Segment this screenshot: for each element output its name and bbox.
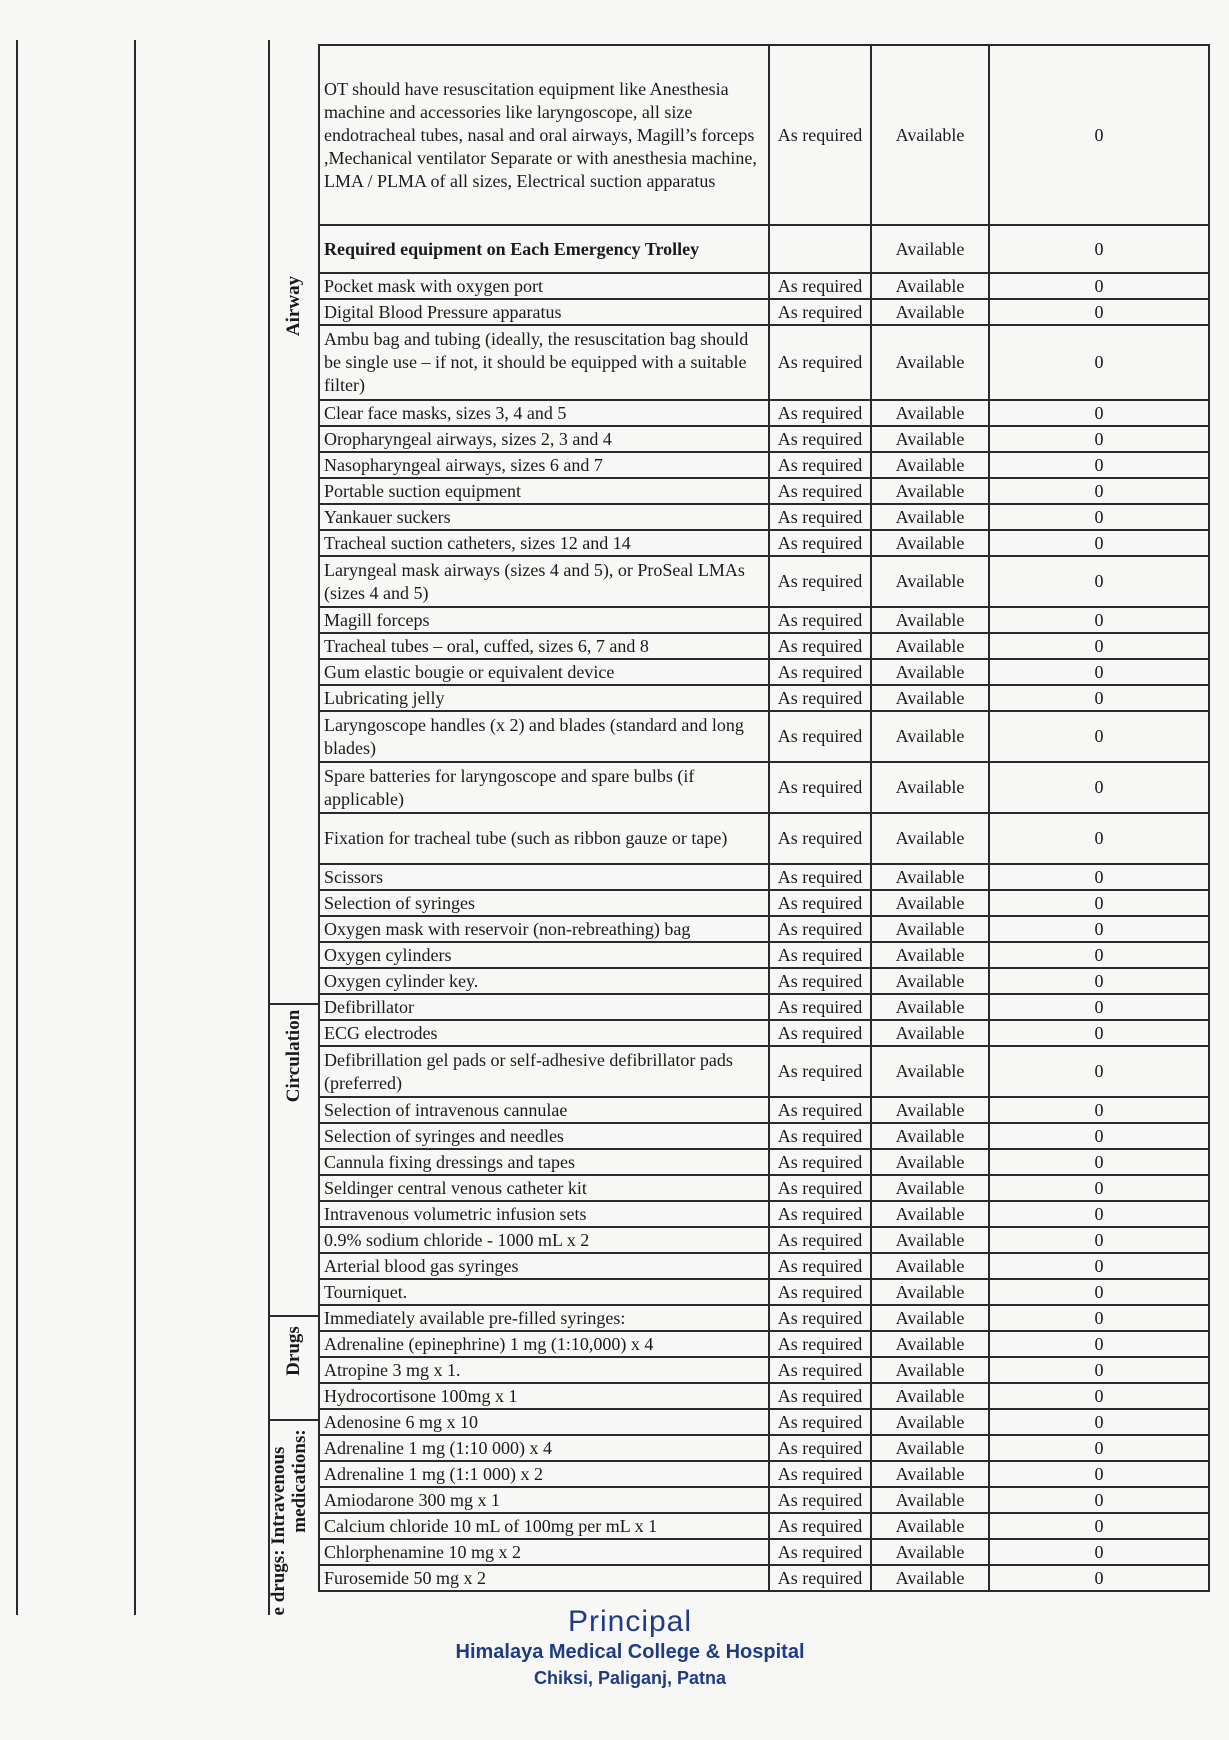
score-cell: 0 (989, 1357, 1209, 1383)
quantity-cell: As required (769, 762, 871, 813)
status-cell: Available (871, 711, 989, 762)
equipment-name-cell: ECG electrodes (319, 1020, 769, 1046)
equipment-name-cell: Oropharyngeal airways, sizes 2, 3 and 4 (319, 426, 769, 452)
quantity-cell: As required (769, 685, 871, 711)
principal-signature-stamp (440, 1605, 820, 1689)
table-row (319, 325, 1209, 400)
status-cell: Available (871, 556, 989, 607)
table-row (319, 1539, 1209, 1565)
score-cell: 0 (989, 1565, 1209, 1591)
equipment-name-cell: Selection of syringes and needles (319, 1123, 769, 1149)
score-cell: 0 (989, 762, 1209, 813)
equipment-name-cell: Magill forceps (319, 607, 769, 633)
quantity-cell: As required (769, 1149, 871, 1175)
score-cell: 0 (989, 556, 1209, 607)
equipment-name-cell: Tracheal tubes – oral, cuffed, sizes 6, 7 and 8 (319, 633, 769, 659)
equipment-name-cell: Furosemide 50 mg x 2 (319, 1565, 769, 1591)
equipment-name-cell: Adrenaline 1 mg (1:10 000) x 4 (319, 1435, 769, 1461)
category-circulation-label: Circulation (283, 1009, 304, 1103)
quantity-cell: As required (769, 530, 871, 556)
score-cell: 0 (989, 1487, 1209, 1513)
score-cell: 0 (989, 1331, 1209, 1357)
table-row (319, 1201, 1209, 1227)
score-cell: 0 (989, 225, 1209, 273)
quantity-cell: As required (769, 994, 871, 1020)
status-cell: Available (871, 813, 989, 864)
table-row (319, 1046, 1209, 1097)
score-cell: 0 (989, 426, 1209, 452)
quantity-cell: As required (769, 1357, 871, 1383)
status-cell: Available (871, 273, 989, 299)
table-row (319, 530, 1209, 556)
score-cell: 0 (989, 711, 1209, 762)
equipment-name-cell: Nasopharyngeal airways, sizes 6 and 7 (319, 452, 769, 478)
table-row (319, 994, 1209, 1020)
left-column-rule (134, 40, 136, 1615)
quantity-cell: As required (769, 299, 871, 325)
score-cell: 0 (989, 1175, 1209, 1201)
equipment-name-cell: Fixation for tracheal tube (such as ribbon gauze or tape) (319, 813, 769, 864)
quantity-cell: As required (769, 711, 871, 762)
equipment-name-cell: Defibrillation gel pads or self-adhesive defibrillator pads (preferred) (319, 1046, 769, 1097)
score-cell: 0 (989, 864, 1209, 890)
status-cell: Available (871, 1435, 989, 1461)
quantity-cell: As required (769, 916, 871, 942)
table-row (319, 400, 1209, 426)
status-cell: Available (871, 659, 989, 685)
equipment-name-cell: Tourniquet. (319, 1279, 769, 1305)
quantity-cell: As required (769, 452, 871, 478)
quantity-cell: As required (769, 1331, 871, 1357)
status-cell: Available (871, 299, 989, 325)
table-row (319, 1020, 1209, 1046)
table-row (319, 762, 1209, 813)
score-cell: 0 (989, 916, 1209, 942)
score-cell: 0 (989, 1383, 1209, 1409)
signature-institution: Himalaya Medical College & Hospital (455, 1641, 805, 1663)
equipment-name-cell: Scissors (319, 864, 769, 890)
status-cell: Available (871, 1513, 989, 1539)
score-cell: 0 (989, 45, 1209, 225)
table-row (319, 1331, 1209, 1357)
table-row (319, 1253, 1209, 1279)
equipment-name-cell: Required equipment on Each Emergency Trolley (319, 225, 769, 273)
quantity-cell: As required (769, 1565, 871, 1591)
quantity-cell: As required (769, 1435, 871, 1461)
table-row (319, 1149, 1209, 1175)
score-cell: 0 (989, 1279, 1209, 1305)
status-cell: Available (871, 1331, 989, 1357)
status-cell: Available (871, 1046, 989, 1097)
score-cell: 0 (989, 1227, 1209, 1253)
status-cell: Available (871, 1539, 989, 1565)
table-row (319, 968, 1209, 994)
status-cell: Available (871, 325, 989, 400)
quantity-cell: As required (769, 1227, 871, 1253)
quantity-cell: As required (769, 659, 871, 685)
table-row (319, 504, 1209, 530)
equipment-name-cell: Adrenaline 1 mg (1:1 000) x 2 (319, 1461, 769, 1487)
table-row (319, 556, 1209, 607)
quantity-cell: As required (769, 1097, 871, 1123)
score-cell: 0 (989, 633, 1209, 659)
status-cell: Available (871, 45, 989, 225)
equipment-name-cell: Gum elastic bougie or equivalent device (319, 659, 769, 685)
equipment-name-cell: 0.9% sodium chloride - 1000 mL x 2 (319, 1227, 769, 1253)
category-drugs-label: Drugs (283, 1326, 304, 1376)
table-row (319, 1357, 1209, 1383)
table-row (319, 864, 1209, 890)
table-row (319, 659, 1209, 685)
score-cell: 0 (989, 1123, 1209, 1149)
table-row (319, 1565, 1209, 1591)
table-row (319, 1461, 1209, 1487)
equipment-name-cell: Laryngeal mask airways (sizes 4 and 5), or ProSeal LMAs (sizes 4 and 5) (319, 556, 769, 607)
score-cell: 0 (989, 1020, 1209, 1046)
score-cell: 0 (989, 325, 1209, 400)
status-cell: Available (871, 942, 989, 968)
table-row (319, 1409, 1209, 1435)
status-cell: Available (871, 685, 989, 711)
score-cell: 0 (989, 1435, 1209, 1461)
status-cell: Available (871, 400, 989, 426)
quantity-cell: As required (769, 45, 871, 225)
equipment-table (318, 44, 1210, 1592)
quantity-cell: As required (769, 1409, 871, 1435)
status-cell: Available (871, 1253, 989, 1279)
quantity-cell: As required (769, 1383, 871, 1409)
quantity-cell: As required (769, 325, 871, 400)
table-row (319, 426, 1209, 452)
status-cell: Available (871, 994, 989, 1020)
score-cell: 0 (989, 452, 1209, 478)
equipment-name-cell: Ambu bag and tubing (ideally, the resuscitation bag should be single use – if not, it should be equipped with a suitable filter) (319, 325, 769, 400)
status-cell: Available (871, 1123, 989, 1149)
status-cell: Available (871, 1409, 989, 1435)
table-row (319, 478, 1209, 504)
category-airway-label: Airway (283, 275, 304, 337)
table-row (319, 225, 1209, 273)
score-cell: 0 (989, 1149, 1209, 1175)
left-margin-rule (16, 40, 18, 1615)
score-cell: 0 (989, 504, 1209, 530)
quantity-cell: As required (769, 556, 871, 607)
quantity-cell: As required (769, 1539, 871, 1565)
equipment-name-cell: Clear face masks, sizes 3, 4 and 5 (319, 400, 769, 426)
status-cell: Available (871, 1305, 989, 1331)
quantity-cell: As required (769, 942, 871, 968)
quantity-cell: As required (769, 607, 871, 633)
quantity-cell: As required (769, 890, 871, 916)
table-row (319, 45, 1209, 225)
score-cell: 0 (989, 942, 1209, 968)
score-cell: 0 (989, 400, 1209, 426)
score-cell: 0 (989, 659, 1209, 685)
quantity-cell: As required (769, 1201, 871, 1227)
score-cell: 0 (989, 685, 1209, 711)
score-cell: 0 (989, 1253, 1209, 1279)
equipment-name-cell: Tracheal suction catheters, sizes 12 and 14 (319, 530, 769, 556)
table-row (319, 711, 1209, 762)
equipment-name-cell: Oxygen cylinders (319, 942, 769, 968)
status-cell: Available (871, 1487, 989, 1513)
status-cell: Available (871, 890, 989, 916)
quantity-cell: As required (769, 864, 871, 890)
equipment-name-cell: Laryngoscope handles (x 2) and blades (standard and long blades) (319, 711, 769, 762)
status-cell: Available (871, 452, 989, 478)
table-row (319, 1279, 1209, 1305)
score-cell: 0 (989, 478, 1209, 504)
equipment-name-cell: Arterial blood gas syringes (319, 1253, 769, 1279)
score-cell: 0 (989, 1201, 1209, 1227)
quantity-cell: As required (769, 1175, 871, 1201)
table-row (319, 452, 1209, 478)
status-cell: Available (871, 1461, 989, 1487)
score-cell: 0 (989, 1305, 1209, 1331)
table-row (319, 1513, 1209, 1539)
score-cell: 0 (989, 1097, 1209, 1123)
category-iv-label-line2: medications: (289, 1429, 310, 1533)
status-cell: Available (871, 1201, 989, 1227)
signature-address: Chiksi, Paliganj, Patna (533, 1668, 727, 1688)
equipment-name-cell: Cannula fixing dressings and tapes (319, 1149, 769, 1175)
status-cell: Available (871, 1149, 989, 1175)
equipment-name-cell: Digital Blood Pressure apparatus (319, 299, 769, 325)
quantity-cell: As required (769, 1461, 871, 1487)
equipment-name-cell: Oxygen mask with reservoir (non-rebreathing) bag (319, 916, 769, 942)
equipment-name-cell: Atropine 3 mg x 1. (319, 1357, 769, 1383)
quantity-cell: As required (769, 1253, 871, 1279)
status-cell: Available (871, 633, 989, 659)
table-row (319, 1123, 1209, 1149)
status-cell: Available (871, 916, 989, 942)
table-row (319, 1227, 1209, 1253)
equipment-name-cell: Adrenaline (epinephrine) 1 mg (1:10,000) x 4 (319, 1331, 769, 1357)
equipment-name-cell: Selection of syringes (319, 890, 769, 916)
equipment-name-cell: OT should have resuscitation equipment like Anesthesia machine and accessories like laryngoscope, all size endotracheal tubes, nasal and oral airways, Magill’s forceps ,Mechanical ventilator Separate or with anesthesia machine, LMA / PLMA of all sizes, Electrical suction apparatus (319, 45, 769, 225)
quantity-cell: As required (769, 1279, 871, 1305)
equipment-name-cell: Seldinger central venous catheter kit (319, 1175, 769, 1201)
score-cell: 0 (989, 607, 1209, 633)
quantity-cell: As required (769, 273, 871, 299)
status-cell: Available (871, 1227, 989, 1253)
equipment-table-body (319, 45, 1209, 1591)
equipment-name-cell: Lubricating jelly (319, 685, 769, 711)
equipment-name-cell: Selection of intravenous cannulae (319, 1097, 769, 1123)
equipment-name-cell: Defibrillator (319, 994, 769, 1020)
quantity-cell: As required (769, 1123, 871, 1149)
score-cell: 0 (989, 1513, 1209, 1539)
status-cell: Available (871, 1279, 989, 1305)
status-cell: Available (871, 225, 989, 273)
quantity-cell: As required (769, 1513, 871, 1539)
table-row (319, 273, 1209, 299)
table-row (319, 1305, 1209, 1331)
equipment-name-cell: Adenosine 6 mg x 10 (319, 1409, 769, 1435)
table-row (319, 1487, 1209, 1513)
signature-title: Principal (567, 1605, 693, 1638)
equipment-name-cell: Immediately available pre-filled syringes: (319, 1305, 769, 1331)
quantity-cell: As required (769, 1305, 871, 1331)
status-cell: Available (871, 607, 989, 633)
status-cell: Available (871, 864, 989, 890)
table-row (319, 942, 1209, 968)
status-cell: Available (871, 1357, 989, 1383)
quantity-cell: As required (769, 1487, 871, 1513)
score-cell: 0 (989, 273, 1209, 299)
score-cell: 0 (989, 968, 1209, 994)
score-cell: 0 (989, 1539, 1209, 1565)
score-cell: 0 (989, 890, 1209, 916)
quantity-cell: As required (769, 1046, 871, 1097)
quantity-cell: As required (769, 504, 871, 530)
category-column-rule (268, 40, 270, 1615)
status-cell: Available (871, 762, 989, 813)
table-row (319, 1435, 1209, 1461)
quantity-cell: As required (769, 813, 871, 864)
equipment-name-cell: Pocket mask with oxygen port (319, 273, 769, 299)
score-cell: 0 (989, 299, 1209, 325)
status-cell: Available (871, 426, 989, 452)
status-cell: Available (871, 968, 989, 994)
status-cell: Available (871, 1175, 989, 1201)
equipment-name-cell: Spare batteries for laryngoscope and spare bulbs (if applicable) (319, 762, 769, 813)
status-cell: Available (871, 504, 989, 530)
score-cell: 0 (989, 1409, 1209, 1435)
equipment-name-cell: Portable suction equipment (319, 478, 769, 504)
score-cell: 0 (989, 1461, 1209, 1487)
equipment-name-cell: Calcium chloride 10 mL of 100mg per mL x 1 (319, 1513, 769, 1539)
table-row (319, 1383, 1209, 1409)
table-row (319, 1175, 1209, 1201)
equipment-name-cell: Amiodarone 300 mg x 1 (319, 1487, 769, 1513)
category-iv-label-line1: e drugs: Intravenous (268, 1446, 289, 1616)
equipment-name-cell: Intravenous volumetric infusion sets (319, 1201, 769, 1227)
table-row (319, 1097, 1209, 1123)
status-cell: Available (871, 478, 989, 504)
table-row (319, 813, 1209, 864)
quantity-cell: As required (769, 968, 871, 994)
status-cell: Available (871, 1383, 989, 1409)
status-cell: Available (871, 1565, 989, 1591)
score-cell: 0 (989, 813, 1209, 864)
status-cell: Available (871, 1020, 989, 1046)
quantity-cell: As required (769, 1020, 871, 1046)
table-row (319, 916, 1209, 942)
table-row (319, 633, 1209, 659)
status-cell: Available (871, 530, 989, 556)
equipment-name-cell: Chlorphenamine 10 mg x 2 (319, 1539, 769, 1565)
table-row (319, 299, 1209, 325)
quantity-cell: As required (769, 426, 871, 452)
quantity-cell (769, 225, 871, 273)
quantity-cell: As required (769, 633, 871, 659)
table-row (319, 685, 1209, 711)
score-cell: 0 (989, 530, 1209, 556)
equipment-name-cell: Hydrocortisone 100mg x 1 (319, 1383, 769, 1409)
equipment-name-cell: Yankauer suckers (319, 504, 769, 530)
score-cell: 0 (989, 1046, 1209, 1097)
score-cell: 0 (989, 994, 1209, 1020)
table-row (319, 890, 1209, 916)
equipment-name-cell: Oxygen cylinder key. (319, 968, 769, 994)
quantity-cell: As required (769, 400, 871, 426)
status-cell: Available (871, 1097, 989, 1123)
quantity-cell: As required (769, 478, 871, 504)
table-row (319, 607, 1209, 633)
